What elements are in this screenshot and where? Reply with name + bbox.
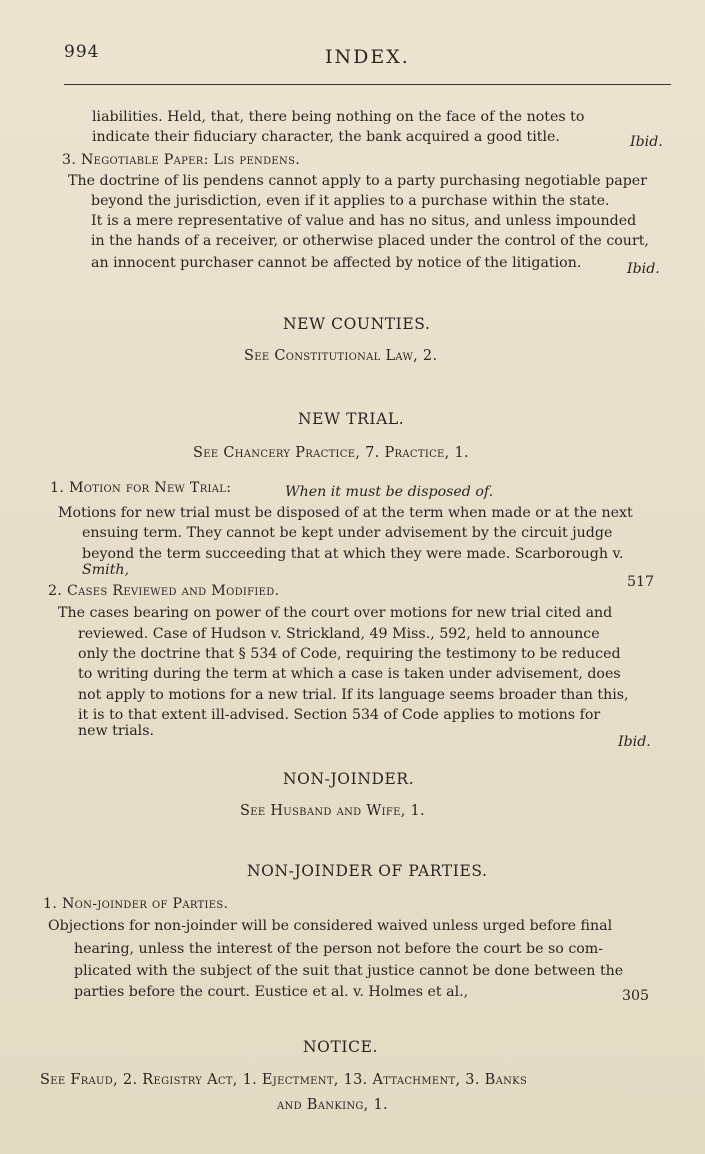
text-line: to writing during the term at which a case is taken under advisement, does [78, 666, 621, 682]
text-line: an innocent purchaser cannot be affected by notice of the litigation. [91, 255, 582, 271]
text-line: Motions for new trial must be disposed of at the term when made or at the next [58, 505, 633, 521]
page-reference: 305 [622, 988, 650, 1004]
citation: Ibid. [618, 734, 651, 750]
text-line: Objections for non-joinder will be considered waived unless urged before final [48, 918, 613, 934]
see-reference: See Fraud, 2. Registry Act, 1. Ejectment, 13. Attachment, 3. Banks [40, 1072, 528, 1088]
text-line: Smith, [82, 562, 130, 578]
text-line: it is to that extent ill-advised. Section 534 of Code applies to motions for [78, 707, 601, 723]
text-line: only the doctrine that § 534 of Code, requiring the testimony to be reduced [78, 646, 621, 662]
text-line: in the hands of a receiver, or otherwise placed under the control of the court, [91, 233, 649, 249]
entry-heading: 1. Non-joinder of Parties. [43, 896, 229, 912]
section-heading-new-trial: NEW TRIAL. [298, 410, 405, 428]
entry-heading: 1. Motion for New Trial: [50, 480, 232, 496]
text-line: new trials. [78, 723, 154, 739]
text-line: The doctrine of lis pendens cannot apply to a party purchasing negotiable paper [68, 173, 647, 189]
entry-heading: 3. Negotiable Paper: Lis pendens. [62, 152, 301, 168]
citation: Ibid. [627, 261, 660, 277]
text-line: ensuing term. They cannot be kept under advisement by the circuit judge [82, 525, 613, 541]
text-line: beyond the jurisdiction, even if it applies to a purchase within the state. [91, 193, 610, 209]
text-line: liabilities. Held, that, there being nothing on the face of the notes to [92, 109, 585, 125]
text-line: It is a mere representative of value and has no situs, and unless impounded [91, 213, 637, 229]
header-rule [64, 84, 671, 85]
text-line: plicated with the subject of the suit that justice cannot be done between the [74, 963, 624, 979]
section-heading-non-joinder: NON-JOINDER. [283, 770, 415, 788]
text-line: not apply to motions for a new trial. If its language seems broader than this, [78, 687, 629, 703]
section-heading-notice: NOTICE. [303, 1038, 379, 1056]
text-line: parties before the court. Eustice et al. v. Holmes et al., [74, 984, 469, 1000]
page-number: 994 [64, 42, 100, 62]
section-heading-non-joinder-of-parties: NON-JOINDER OF PARTIES. [247, 862, 488, 880]
section-heading-new-counties: NEW COUNTIES. [283, 315, 431, 333]
citation: Ibid. [630, 134, 663, 150]
text-line: The cases bearing on power of the court over motions for new trial cited and [58, 605, 613, 621]
entry-heading: 2. Cases Reviewed and Modified. [48, 583, 280, 599]
see-reference: See Chancery Practice, 7. Practice, 1. [193, 445, 469, 461]
see-reference: and Banking, 1. [277, 1097, 388, 1113]
running-head: INDEX. [325, 46, 410, 68]
text-line: beyond the term succeeding that at which they were made. Scarborough v. [82, 546, 624, 562]
text-line: reviewed. Case of Hudson v. Strickland, 49 Miss., 592, held to announce [78, 626, 600, 642]
entry-subheading: When it must be disposed of. [285, 484, 494, 500]
text-line: indicate their fiduciary character, the bank acquired a good title. [92, 129, 560, 145]
see-reference: See Constitutional Law, 2. [244, 348, 438, 364]
text-line: hearing, unless the interest of the person not before the court be so com- [74, 941, 604, 957]
page-reference: 517 [627, 574, 655, 590]
see-reference: See Husband and Wife, 1. [240, 803, 425, 819]
